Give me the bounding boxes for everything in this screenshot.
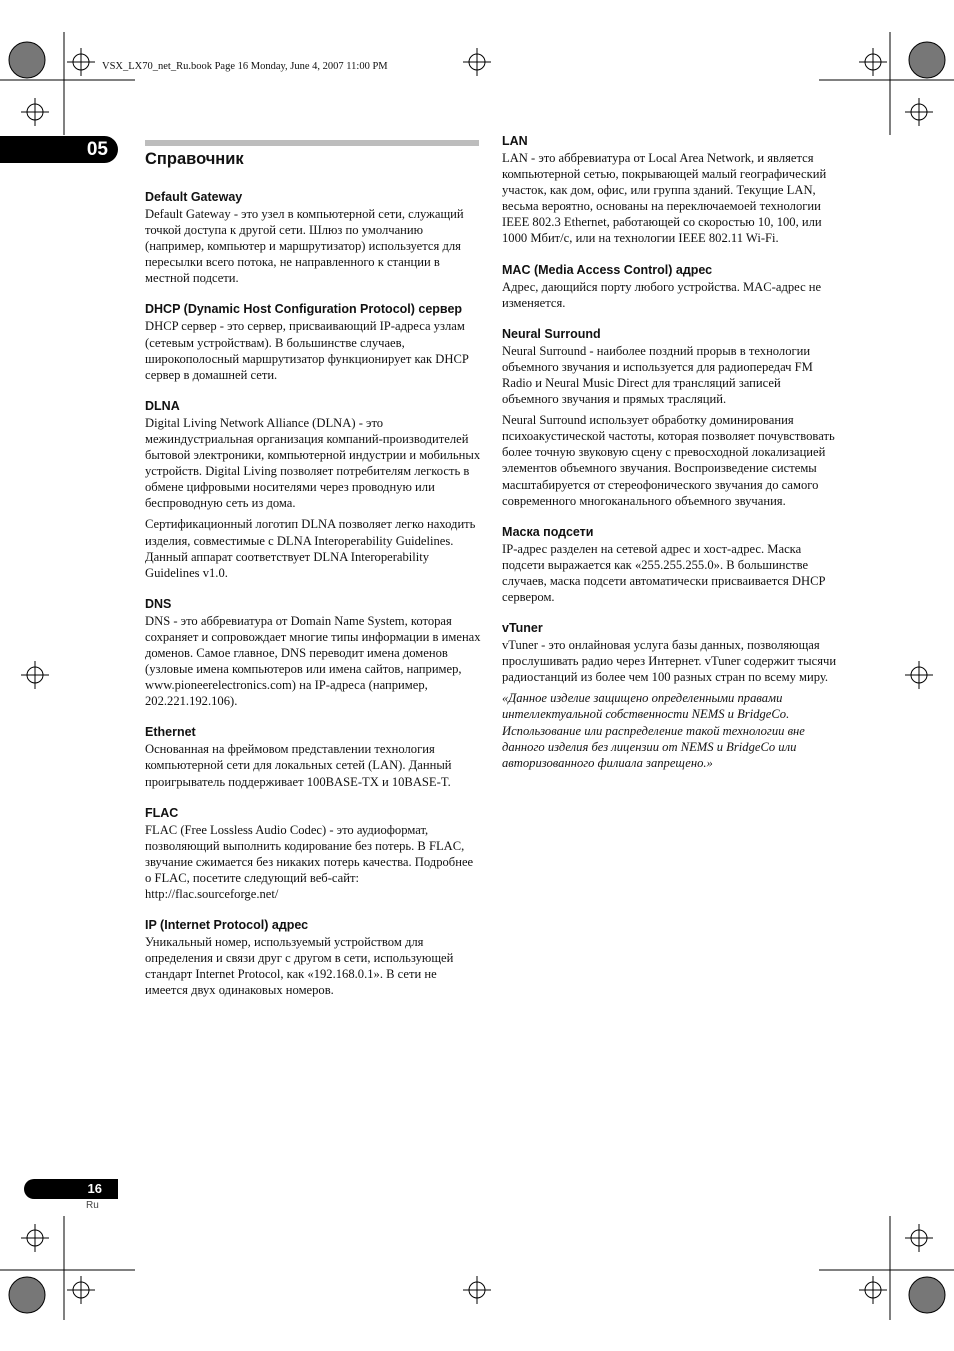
glossary-term: Ethernet — [145, 725, 196, 740]
right-column — [502, 133, 838, 786]
glossary-term: DHCP (Dynamic Host Configuration Protocol) сервер — [145, 302, 463, 317]
glossary-definition: LAN - это аббревиатура от Local Area Network, и является компьютерной сетью, покрывающей малый географический участок, как дом, офис, или группа зданий. Текущие LAN, весьма вероятно, основаны на переключаемоей технологии IEEE 802.3 Ethernet, работающей со скоростью 10, 100, или 1000 Мбит/с, или на технологии IEEE 802.11 Wi-Fi. — [502, 151, 827, 246]
glossary-term: MAC (Media Access Control) адрес — [502, 262, 713, 277]
glossary-entry — [502, 524, 838, 605]
glossary-definition: IP-адрес разделен на сетевой адрес и хост-адрес. Маска подсети выражается как «255.255.255.0». В большинстве случаев, маска подсети автоматически присваивается DHCP сервером. — [502, 541, 826, 604]
glossary-entry — [502, 133, 838, 247]
glossary-term: LAN — [502, 134, 528, 148]
glossary-definition: DHCP сервер - это сервер, присваивающий IP-адреса узлам (сетевым устройствам). В большинстве случаев, широкополосный маршрутизатор функционирует как DHCP сервер в домашней сети. — [145, 319, 469, 382]
language-code: Ru — [86, 1200, 99, 1211]
glossary-definition: DNS - это аббревиатура от Domain Name System, которая сохраняет и сопровождает многие типы информации в именах доменов. Самое главное, DNS переводит имена доменов (узловые имена компьютеров или имена сайтов, например, www.pioneerelectronics.com) на IP-адреса (например, 202.221.192.106). — [145, 613, 481, 709]
glossary-entry — [145, 724, 481, 789]
glossary-term: Default Gateway — [145, 190, 243, 204]
page-number: 16 — [24, 1179, 118, 1199]
glossary-entry — [145, 917, 481, 998]
glossary-entry — [145, 301, 481, 382]
glossary-definition: Neural Surround использует обработку доминирования психоакустической частоты, которая позволяет почувствовать более точную звуковую сцену с превосходной локализацией элементов объемного звучания. Воспроизведение системы масштабируется от стереофонического звучания до самого современного многоканального объемного звучания. — [502, 413, 835, 508]
section-divider — [145, 140, 479, 146]
glossary-entry — [145, 596, 481, 710]
glossary-term: DLNA — [145, 398, 180, 413]
glossary-definition: Сертификационный логотип DLNA позволяет легко находить изделия, совместимые с DLNA Interoperability Guidelines. Данный аппарат соответствует DLNA Interoperability Guidelines v1.0. — [145, 517, 476, 580]
glossary-definition: Digital Living Network Alliance (DLNA) - это межиндустриальная организация компаний-производителей бытовой электроники, компьютерной индустрии и мобильных устройств. Digital Living позволяет потребителям легкость в обмене цифровыми носителями через проводную или беспроводную сеть из дома. — [145, 415, 481, 511]
license-note: «Данное изделие защищено определенными правами интеллектуальной собственности NEMS и BridgeCo. Использование или распределение такой технологии вне данного изделия без лицензии от NEMS и BridgeCo или авторизованного филиала запрещено.» — [502, 691, 805, 770]
glossary-definition: vTuner - это онлайновая услуга базы данных, позволяющая прослушивать радио через Интернет. vTuner содержит тысячи радиостанций из более чем 100 разных стран по всему миру. — [502, 638, 837, 685]
page-title: Справочник — [145, 150, 244, 168]
chapter-number-tab: 05 — [0, 136, 118, 163]
glossary-definition: Уникальный номер, используемый устройством для определения и связи друг с другом в сети, использующей стандарт Internet Protocol, как «192.168.0.1». В сети не имеется двух одинаковых номеров. — [145, 935, 454, 998]
glossary-entry — [145, 805, 481, 902]
glossary-term: vTuner — [502, 621, 543, 636]
glossary-term: Neural Surround — [502, 326, 601, 341]
glossary-entry — [145, 398, 481, 581]
glossary-entry — [145, 189, 481, 286]
glossary-definition: Основанная на фреймовом представлении технология компьютерной сети для локальных сетей (LAN). Данный проигрыватель поддерживает 100BASE-TX и 10BASE-T. — [145, 742, 452, 789]
left-column — [145, 189, 481, 1013]
glossary-term: DNS — [145, 596, 172, 611]
glossary-entry — [502, 262, 838, 311]
glossary-definition: Neural Surround - наиболее поздний прорыв в технологии объемного звучания и используется для радиопередач FM Radio и Neural Music Direct для трансляций записей объемного звучания и прямых трасляций. — [502, 343, 813, 407]
print-header: VSX_LX70_net_Ru.book Page 16 Monday, June 4, 2007 11:00 PM — [102, 61, 388, 72]
glossary-entry — [502, 620, 838, 771]
glossary-definition: Default Gateway - это узел в компьютерной сети, служащий точкой доступа к другой сети. Шлюз по умолчанию (например, компьютер и маршрутизатор) используется для пересылки всего потока, не направленного к станции в местной подсети. — [145, 207, 464, 286]
glossary-definition: Адрес, дающийся порту любого устройства. MAC-адрес не изменяется. — [502, 279, 822, 310]
glossary-definition: FLAC (Free Lossless Audio Codec) - это аудиоформат, позволяющий выполнить кодирование без потерь. В FLAC, звучание сжимается без никаких потерь качества. Подробнее о FLAC, посетите следующий веб-сайт: http://flac.sourceforge.net/ — [145, 822, 474, 901]
glossary-term: IP (Internet Protocol) адрес — [145, 918, 309, 933]
glossary-entry — [502, 326, 838, 509]
glossary-term: FLAC — [145, 805, 179, 820]
glossary-term: Маска подсети — [502, 524, 594, 539]
